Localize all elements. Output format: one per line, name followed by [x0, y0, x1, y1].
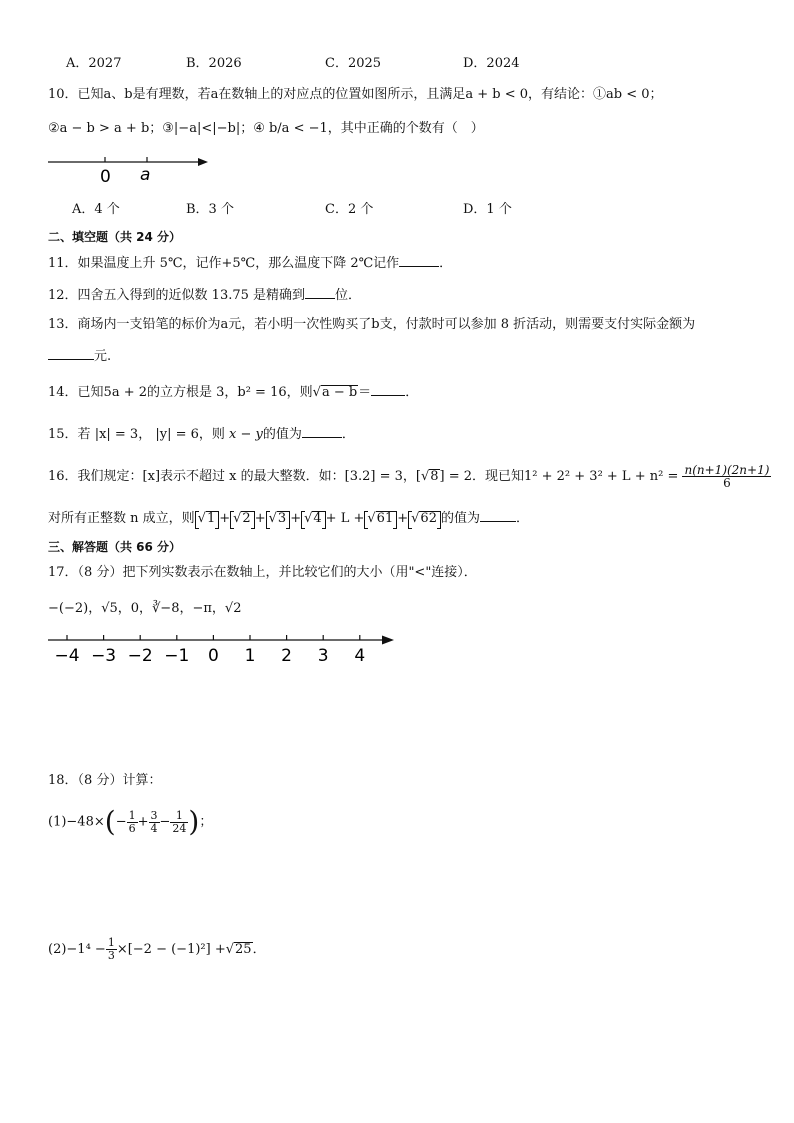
q17-tick-label: 3	[317, 646, 329, 666]
q16-ex1: [3.2] = 3，	[344, 469, 416, 484]
section-fill-in-heading: 二、填空题（共 24 分）	[48, 230, 182, 244]
q17-tick-label: −1	[164, 646, 190, 666]
q18-f4-den: 3	[107, 949, 115, 962]
q14-blank[interactable]	[371, 382, 405, 396]
q16-end: ．	[515, 511, 529, 526]
q16-pre: 16．我们规定：	[48, 469, 143, 484]
q16-term-62: √62	[408, 510, 441, 528]
q16-term-62-value: 62	[420, 511, 437, 526]
q13-end: 元.	[94, 349, 112, 364]
q14-text: 14．已知5a + 2的立方根是 3，b² = 16，则	[48, 385, 313, 400]
q18-p2-end: ．	[252, 942, 266, 957]
q11-text: 11．如果温度上升 5℃，记作+5℃，那么温度下降 2℃记作	[48, 256, 400, 271]
q11	[48, 253, 452, 273]
q18-f3-num: 1	[170, 810, 188, 823]
q10-option-c: C．2 个	[325, 202, 374, 217]
q16-term-4: √4	[301, 510, 326, 528]
q18-f2-den: 4	[150, 821, 158, 835]
q18-f2-num: 3	[150, 808, 158, 822]
q16-term-1: √1	[195, 510, 220, 528]
q17-tick-label: 2	[281, 646, 293, 666]
q16-frac-num: n(n+1)(2n+1)	[684, 463, 770, 477]
q10-option-b: B．3 个	[186, 202, 234, 217]
q18-p1-lparen: (	[104, 805, 116, 838]
q18-frac-4	[106, 937, 117, 962]
q16-def: [x]表示不超过 x 的最大整数．如：	[142, 469, 345, 484]
q10-option-a: A．4 个	[72, 202, 120, 217]
q17-tick-label: −3	[91, 646, 117, 666]
q16-value-of: 的值为	[440, 511, 480, 526]
q18-f3-den: 24	[172, 821, 187, 835]
q12-text: 12．四舍五入得到的近似数 13.75 是精确到	[48, 288, 306, 303]
q18-f4-num: 1	[107, 936, 115, 949]
q16-term-1-value: 1	[206, 511, 216, 526]
q17-tick-label: 4	[354, 646, 366, 666]
q12-blank[interactable]	[305, 285, 335, 299]
section-solve-heading: 三、解答题（共 66 分）	[48, 540, 182, 554]
q10-option-d: D．1 个	[463, 202, 512, 217]
q18-p1-minus: −	[159, 814, 171, 830]
q16-ex2-eq: ] = 2．现已知1² + 2² + 3² + L + n² =	[439, 469, 679, 484]
label-a: a	[140, 165, 151, 185]
q13-line2	[48, 346, 111, 366]
q12-end: 位．	[335, 288, 362, 303]
q15-value-of: 的值为	[262, 427, 302, 442]
q16-term-4-value: 4	[313, 511, 322, 526]
q18-p2-sqrt: 25	[235, 942, 252, 957]
q17-tick-label: 1	[244, 646, 256, 666]
q16-sum-fraction	[682, 464, 771, 489]
q13-line1: 13．商场内一支铅笔的标价为a元，若小明一次性购买了b支，付款时可以参加 8 折活动，则需要支付实际金额为	[48, 317, 696, 332]
q17-tick-label: −4	[54, 646, 80, 666]
q18-p2-mid: ×[−2 − (−1)²] +	[116, 942, 226, 957]
q18-frac-2	[149, 810, 160, 835]
q11-end: ．	[439, 256, 453, 271]
q16-term-3: √3	[266, 510, 291, 528]
q16-term-2-value: 2	[242, 511, 251, 526]
q16-line2-pre: 对所有正整数 n 成立，则	[48, 511, 195, 526]
q16-term-2: √2	[230, 510, 255, 528]
q14-end: ．	[405, 385, 419, 400]
q16-ellipsis: L	[340, 511, 350, 526]
q16-term-61-value: 61	[376, 511, 394, 526]
q15-abs-x: |x| = 3，	[94, 427, 152, 442]
q18-p1-end: ；	[199, 814, 213, 830]
q18-title: 18．（8 分）计算：	[48, 773, 162, 788]
q13-blank[interactable]	[48, 346, 94, 360]
q16-frac-den: 6	[723, 476, 731, 490]
q15-end: ．	[341, 427, 355, 442]
q17-tick-label: 0	[207, 646, 219, 666]
q18-p1-plus: +	[137, 814, 149, 830]
q16-term-3-value: 3	[277, 511, 287, 526]
q16-term-61: √61	[364, 510, 397, 528]
q17-title: 17．（8 分）把下列实数表示在数轴上，并比较它们的大小（用"<"连接）．	[48, 565, 477, 580]
q18-p1-rparen: )	[188, 805, 200, 838]
q15-blank[interactable]	[302, 424, 342, 438]
q18-p2-pre: (2)−1⁴ −	[48, 942, 106, 957]
q15-abs-y: |y| = 6，则	[155, 427, 225, 442]
q18-p1-pre: (1)−48×	[48, 814, 105, 830]
q15-pre: 15．若	[48, 427, 91, 442]
label-zero: 0	[100, 167, 111, 187]
q9-option-b: B．2026	[186, 56, 242, 71]
q9-option-d: D．2024	[463, 56, 520, 71]
q18-frac-1	[127, 810, 138, 835]
q16-line1: 16．我们规定：[x]表示不超过 x 的最大整数．如：[3.2] = 3，[√8] = 2．现已知1² + 2² + 3² + L + n² = $\frac{n(n+1)(2n+1)}{6}$	[48, 463, 770, 490]
q16-blank[interactable]	[480, 508, 516, 522]
q18-frac-3	[170, 810, 188, 835]
q10-line2: ②a − b > a + b；③|−a|<|−b|；④ b/a < −1，其中正确的个数有（ ）	[48, 121, 484, 136]
number-line-arrow	[198, 158, 208, 166]
q15-expr: x − y	[229, 427, 263, 442]
q16-ex2-sqrt: 8	[430, 469, 439, 484]
q17-axis-arrow	[382, 636, 394, 645]
q18-f1-num: 1	[128, 808, 136, 822]
q10-line1: 10．已知a、b是有理数，若a在数轴上的对应点的位置如图所示，且满足a + b < 0，有结论：①ab < 0；	[48, 87, 663, 102]
q14-eq: ＝	[358, 385, 372, 400]
q15	[48, 424, 355, 444]
q16-line2: 对所有正整数 n 成立，则 √1 + √2 + √3 + √4 + L + √61 + √62 的值为 ．	[48, 508, 529, 528]
q12	[48, 285, 361, 305]
q10-number-line	[44, 148, 214, 188]
q18-f1-den: 6	[128, 821, 136, 835]
q17-numbers: −(−2)，√5，0，∛−8，−π，√2	[48, 601, 242, 616]
q9-option-a: A．2027	[66, 56, 122, 71]
q9-option-c: C．2025	[325, 56, 382, 71]
q11-blank[interactable]	[399, 253, 439, 267]
q14: 14．已知5a + 2的立方根是 3，b² = 16，则√a − b＝ ．	[48, 382, 418, 402]
q18-part1: (1)−48×(− $\frac{1}{6}$ + $\frac{3}{4}$ − $\frac{1}{24}$ )；	[48, 805, 213, 838]
q18-part2: (2)−1⁴ − $\frac{1}{3}$ ×[−2 − (−1)²] +√25．	[48, 936, 266, 962]
q17-number-line	[44, 630, 400, 666]
q17-tick-label: −2	[127, 646, 153, 666]
q14-sqrt: a − b	[321, 385, 358, 400]
